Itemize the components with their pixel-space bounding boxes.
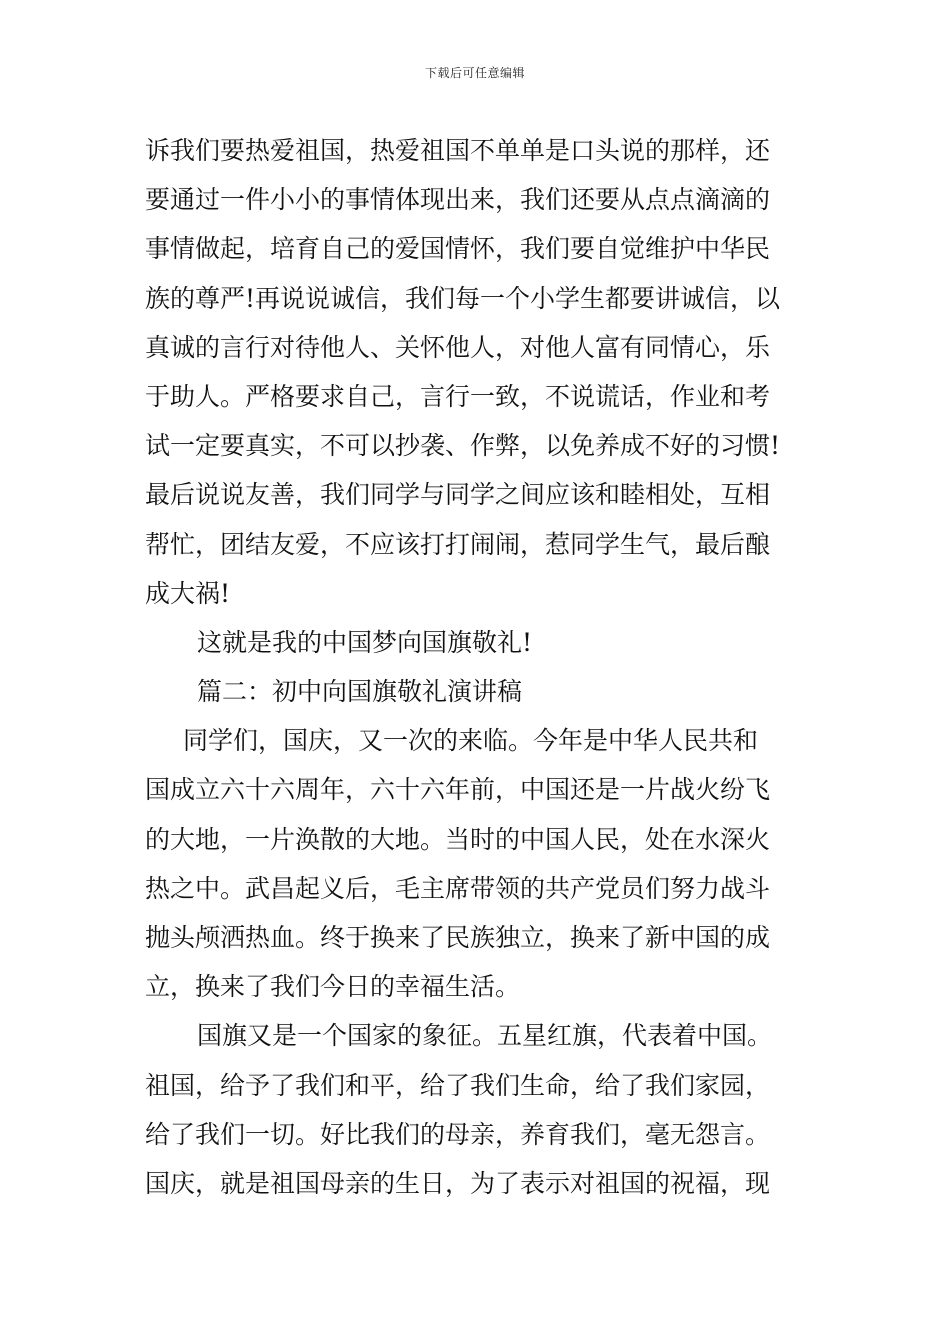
text-line: 帮忙，团结友爱，不应该打打闹闹，惹同学生气，最后酿	[145, 529, 771, 559]
document-body	[145, 126, 815, 1208]
text-line: 给了我们一切。好比我们的母亲，养育我们，毫无怨言。	[145, 1119, 771, 1149]
text-line: 真诚的言行对待他人、关怀他人，对他人富有同情心，乐	[145, 332, 771, 362]
text-line: 国庆，就是祖国母亲的生日，为了表示对祖国的祝福，现	[145, 1168, 771, 1198]
closing-sentence: 这就是我的中国梦向国旗敬礼!	[197, 627, 533, 657]
text-line: 热之中。武昌起义后，毛主席带领的共产党员们努力战斗	[145, 873, 771, 903]
text-line: 要通过一件小小的事情体现出来，我们还要从点点滴滴的	[145, 185, 771, 215]
paragraph-start: 国旗又是一个国家的象征。五星红旗，代表着中国。	[197, 1021, 773, 1051]
text-line: 国成立六十六周年，六十六年前，中国还是一片战火纷飞	[145, 775, 771, 805]
text-line: 成大祸!	[145, 578, 231, 608]
text-line: 抛头颅洒热血。终于换来了民族独立，换来了新中国的成	[145, 923, 771, 952]
text-line: 诉我们要热爱祖国，热爱祖国不单单是口头说的那样，还	[145, 136, 771, 165]
text-line: 的大地，一片涣散的大地。当时的中国人民，处在水深火	[145, 824, 771, 854]
section-heading: 篇二：初中向国旗敬礼演讲稿	[197, 677, 523, 707]
text-line: 祖国，给予了我们和平，给了我们生命，给了我们家园，	[145, 1070, 771, 1100]
text-line: 事情做起，培育自己的爱国情怀，我们要自觉维护中华民	[145, 234, 771, 264]
text-line: 最后说说友善，我们同学与同学之间应该和睦相处，互相	[145, 480, 771, 510]
text-line: 族的尊严!再说说诚信，我们每一个小学生都要讲诚信，以	[145, 283, 781, 313]
text-line: 立，换来了我们今日的幸福生活。	[145, 972, 521, 1002]
text-line: 于助人。严格要求自己，言行一致，不说谎话，作业和考	[145, 381, 771, 411]
paragraph-start: 同学们，国庆，又一次的来临。今年是中华人民共和	[183, 726, 759, 756]
text-line: 试一定要真实，不可以抄袭、作弊，以免养成不好的习惯!	[145, 431, 781, 461]
page-header: 下载后可任意编辑	[424, 66, 525, 80]
